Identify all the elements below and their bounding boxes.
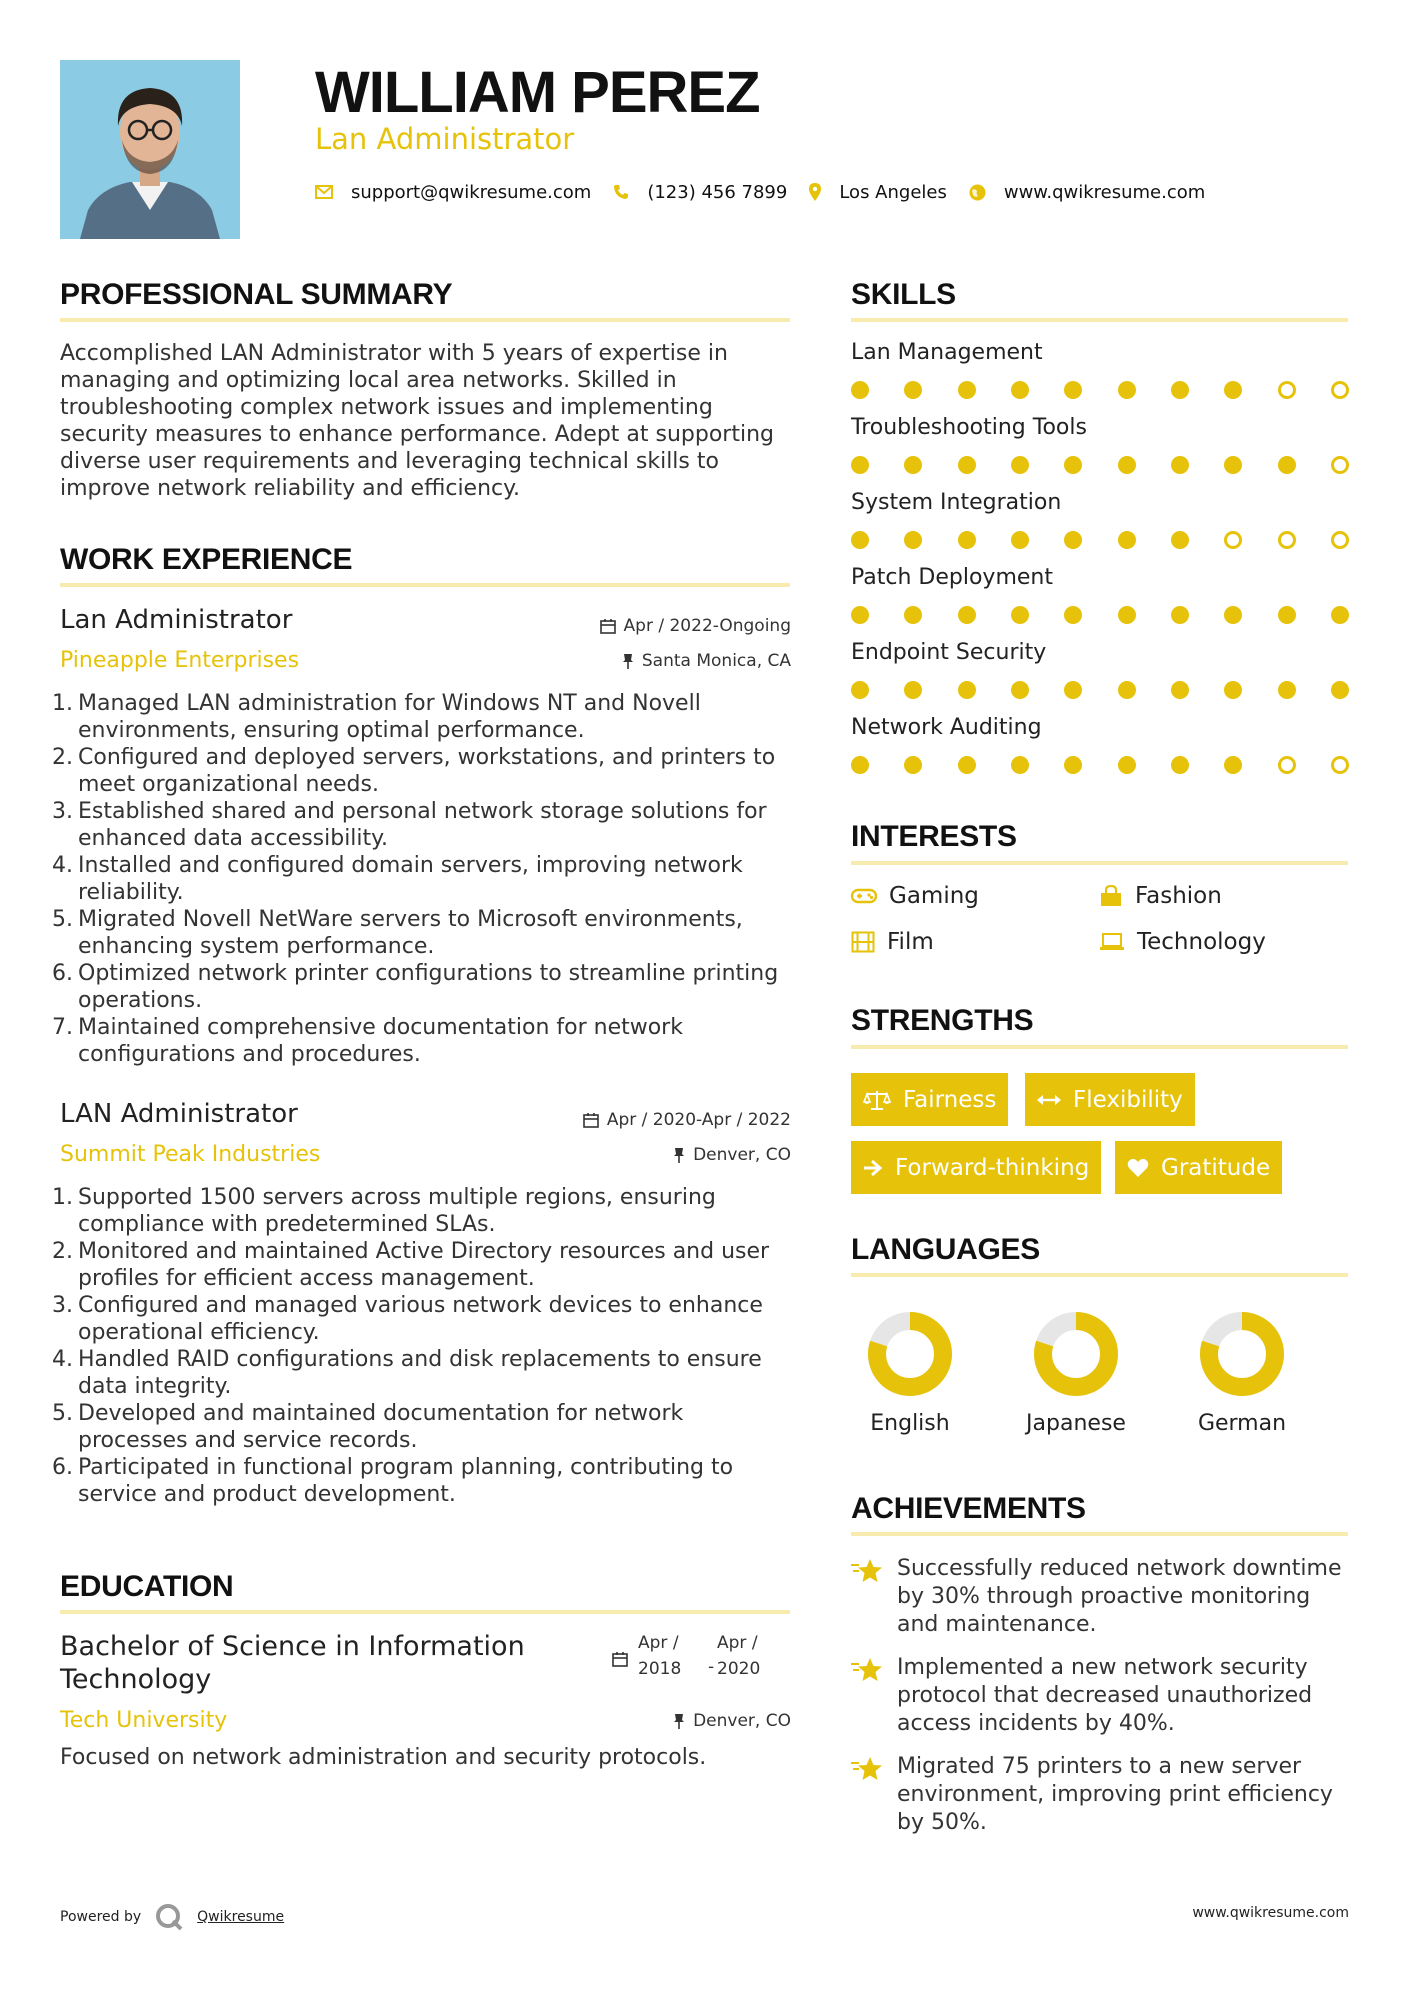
language-item — [845, 1311, 975, 1436]
job-title: LAN Administrator — [60, 1099, 298, 1129]
star-icon — [851, 1656, 883, 1684]
strength-label: Gratitude — [1161, 1154, 1271, 1181]
skill-dot-filled — [851, 456, 869, 474]
experience-heading: WORK EXPERIENCE — [60, 543, 353, 576]
contact-location — [809, 182, 947, 203]
language-level-donut — [1199, 1311, 1285, 1397]
strength-label: Fairness — [903, 1086, 997, 1113]
skill-dot-filled — [1278, 681, 1296, 699]
skill-dot-filled — [958, 681, 976, 699]
calendar-icon — [600, 618, 616, 634]
achievement-item — [851, 1555, 1351, 1639]
language-name: German — [1197, 1411, 1287, 1436]
skill-dot-filled — [1118, 681, 1136, 699]
gamepad-icon — [851, 887, 877, 905]
education-degree: Bachelor of Science in Information Technology — [60, 1631, 525, 1695]
skill-dot-filled — [904, 681, 922, 699]
skill-dot-filled — [1011, 756, 1029, 774]
skill-dot-empty — [1224, 531, 1242, 549]
list-item: 3. Configured and managed various network devices to enhance operational efficiency. — [52, 1293, 763, 1345]
interest-gaming — [851, 883, 979, 909]
globe-icon — [969, 184, 986, 201]
achievements-divider — [851, 1532, 1348, 1536]
job-location-text: Denver, CO — [693, 1145, 791, 1165]
skill-name: Network Auditing — [851, 715, 1042, 740]
language-level-donut — [1033, 1311, 1119, 1397]
map-marker-icon — [809, 183, 821, 201]
skill-name: Troubleshooting Tools — [851, 415, 1087, 440]
strength-label: Forward-thinking — [895, 1154, 1090, 1181]
job-date — [583, 1110, 791, 1130]
contact-email[interactable] — [315, 182, 591, 203]
skill-level-dots — [851, 531, 1349, 551]
skill-dot-filled — [1171, 456, 1189, 474]
skill-dot-filled — [1224, 456, 1242, 474]
calendar-icon — [583, 1112, 599, 1128]
summary-divider — [60, 318, 790, 322]
skill-dot-filled — [1118, 606, 1136, 624]
education-divider — [60, 1610, 790, 1614]
skill-dot-filled — [904, 456, 922, 474]
skill-dot-filled — [1224, 606, 1242, 624]
skill-dot-filled — [851, 531, 869, 549]
contact-website[interactable] — [969, 182, 1205, 203]
skill-level-dots — [851, 381, 1349, 401]
achievement-text: Migrated 75 printers to a new server environment, improving print efficiency by 50%. — [897, 1754, 1333, 1835]
arrow-right-icon — [863, 1159, 883, 1177]
pushpin-icon — [673, 1713, 685, 1729]
pushpin-icon — [622, 653, 634, 669]
skill-level-dots — [851, 456, 1349, 476]
languages-heading: LANGUAGES — [851, 1233, 1040, 1266]
skill-dot-filled — [958, 381, 976, 399]
job-date-text: Apr / 2020-Apr / 2022 — [606, 1110, 791, 1130]
job-bullets — [52, 690, 797, 1068]
skill-dot-filled — [1064, 606, 1082, 624]
skill-dot-filled — [958, 531, 976, 549]
achievement-text: Successfully reduced network downtime by 30% through proactive monitoring and maintenance. — [897, 1556, 1342, 1637]
skill-dot-empty — [1331, 756, 1349, 774]
candidate-name: WILLIAM PEREZ — [315, 60, 760, 125]
shopping-bag-icon — [1099, 885, 1123, 907]
contact-website-text: www.qwikresume.com — [1003, 181, 1206, 203]
skill-dot-filled — [1278, 456, 1296, 474]
language-item — [1011, 1311, 1141, 1436]
skill-dot-filled — [904, 756, 922, 774]
job-location — [673, 1145, 791, 1165]
star-icon — [851, 1755, 883, 1783]
contact-phone-text: (123) 456 7899 — [647, 181, 788, 203]
strength-tag-fairness — [851, 1073, 1008, 1126]
envelope-icon — [315, 185, 333, 199]
skill-dot-filled — [851, 681, 869, 699]
skill-name: Patch Deployment — [851, 565, 1053, 590]
job-company: Summit Peak Industries — [60, 1142, 321, 1167]
strengths-heading: STRENGTHS — [851, 1004, 1034, 1037]
qwikresume-link[interactable]: Qwikresume — [197, 1909, 285, 1925]
list-item: 6. Optimized network printer configurations to streamline printing operations. — [52, 961, 779, 1013]
skill-dot-filled — [851, 381, 869, 399]
skill-dot-filled — [1064, 681, 1082, 699]
language-level-donut — [867, 1311, 953, 1397]
skill-name: System Integration — [851, 490, 1062, 515]
skill-dot-filled — [958, 456, 976, 474]
list-item: 6. Participated in functional program planning, contributing to service and product development. — [52, 1455, 734, 1507]
skill-dot-filled — [1224, 381, 1242, 399]
skill-level-dots — [851, 756, 1349, 776]
skill-name: Lan Management — [851, 340, 1043, 365]
skill-dot-filled — [1171, 681, 1189, 699]
skill-dot-filled — [1171, 531, 1189, 549]
interest-film — [851, 929, 934, 955]
education-start-date: Apr / 2018 — [638, 1633, 682, 1679]
skill-name: Endpoint Security — [851, 640, 1047, 665]
strength-tag-forward-thinking — [851, 1141, 1101, 1194]
list-item: 1. Managed LAN administration for Windows NT and Novell environments, ensuring optimal performance. — [52, 691, 701, 743]
skill-dot-filled — [1331, 681, 1349, 699]
interest-label: Film — [887, 929, 934, 955]
list-item: 2. Configured and deployed servers, workstations, and printers to meet organizational needs. — [52, 745, 776, 797]
pushpin-icon — [673, 1147, 685, 1163]
laptop-icon — [1099, 932, 1125, 952]
job-company: Pineapple Enterprises — [60, 648, 300, 673]
list-item: 7. Maintained comprehensive documentation for network configurations and procedures. — [52, 1015, 683, 1067]
skill-dot-filled — [1118, 456, 1136, 474]
phone-icon — [613, 184, 629, 200]
skill-dot-filled — [904, 381, 922, 399]
list-item: 2. Monitored and maintained Active Directory resources and user profiles for efficient access management. — [52, 1239, 770, 1291]
job-location-text: Santa Monica, CA — [641, 651, 791, 671]
experience-divider — [60, 583, 790, 587]
strength-label: Flexibility — [1073, 1086, 1183, 1113]
skill-dot-filled — [1011, 606, 1029, 624]
interest-technology — [1099, 929, 1266, 955]
skill-dot-filled — [1064, 456, 1082, 474]
interests-heading: INTERESTS — [851, 820, 1017, 853]
skill-dot-filled — [1011, 381, 1029, 399]
powered-by-label: Powered by — [60, 1909, 142, 1925]
balance-scale-icon — [863, 1089, 891, 1111]
skill-dot-filled — [851, 606, 869, 624]
skill-dot-filled — [1331, 606, 1349, 624]
education-description: Focused on network administration and security protocols. — [60, 1745, 707, 1770]
skill-dot-filled — [1118, 531, 1136, 549]
strength-tag-gratitude — [1115, 1141, 1282, 1194]
film-icon — [851, 931, 875, 953]
skill-dot-filled — [1064, 756, 1082, 774]
skill-dot-empty — [1331, 381, 1349, 399]
skill-dot-filled — [1278, 606, 1296, 624]
skill-dot-filled — [958, 606, 976, 624]
achievement-text: Implemented a new network security protocol that decreased unauthorized access incidents by 40%. — [897, 1655, 1313, 1736]
job-title: Lan Administrator — [60, 605, 293, 635]
skill-dot-empty — [1331, 531, 1349, 549]
skill-dot-empty — [1278, 531, 1296, 549]
skill-dot-empty — [1331, 456, 1349, 474]
list-item: 3. Established shared and personal network storage solutions for enhanced data accessibility. — [52, 799, 767, 851]
list-item: 5. Migrated Novell NetWare servers to Microsoft environments, enhancing system performance. — [52, 907, 743, 959]
list-item: 5. Developed and maintained documentation for network processes and service records. — [52, 1401, 684, 1453]
skill-dot-filled — [1171, 606, 1189, 624]
skill-dot-filled — [1118, 381, 1136, 399]
skill-dot-filled — [1064, 531, 1082, 549]
calendar-icon — [612, 1651, 628, 1667]
language-name: English — [870, 1411, 950, 1436]
list-item: 4. Handled RAID configurations and disk replacements to ensure data integrity. — [52, 1347, 762, 1399]
skill-dot-filled — [1224, 756, 1242, 774]
skill-dot-filled — [851, 756, 869, 774]
interest-label: Technology — [1137, 929, 1266, 955]
skill-dot-filled — [904, 531, 922, 549]
language-item — [1177, 1311, 1307, 1436]
skill-dot-filled — [1118, 756, 1136, 774]
interest-label: Gaming — [889, 883, 979, 909]
contact-email-text: support@qwikresume.com — [351, 181, 592, 203]
language-name: Japanese — [1026, 1411, 1126, 1436]
skill-dot-filled — [958, 756, 976, 774]
skill-dot-filled — [1171, 756, 1189, 774]
date-separator: - — [708, 1657, 715, 1677]
skill-dot-filled — [1011, 456, 1029, 474]
list-item: 1. Supported 1500 servers across multiple regions, ensuring compliance with predetermined SLAs. — [52, 1185, 716, 1237]
skill-dot-filled — [904, 606, 922, 624]
achievement-item — [851, 1654, 1351, 1738]
skill-level-dots — [851, 681, 1349, 701]
skill-dot-filled — [1011, 531, 1029, 549]
job-bullets — [52, 1184, 797, 1508]
interest-fashion — [1099, 883, 1222, 909]
skills-divider — [851, 318, 1348, 322]
summary-heading: PROFESSIONAL SUMMARY — [60, 278, 453, 311]
strengths-divider — [851, 1045, 1348, 1049]
contact-bar — [315, 178, 1227, 206]
arrows-horizontal-icon — [1037, 1093, 1061, 1107]
star-icon — [851, 1557, 883, 1585]
skill-level-dots — [851, 606, 1349, 626]
candidate-role: Lan Administrator — [315, 122, 575, 156]
footer-website[interactable]: www.qwikresume.com — [1192, 1905, 1349, 1921]
achievements-heading: ACHIEVEMENTS — [851, 1492, 1086, 1525]
skill-dot-filled — [1011, 681, 1029, 699]
skill-dot-filled — [1064, 381, 1082, 399]
qwikresume-logo-icon — [155, 1903, 183, 1931]
interests-divider — [851, 861, 1348, 865]
languages-divider — [851, 1273, 1348, 1277]
summary-text: Accomplished LAN Administrator with 5 years of expertise in managing and optimizing local area networks. Skilled in troubleshooting complex network issues and implementing security measures to enhance performance. Adept at supporting diverse user requirements and leveraging technical skills to improve network reliability and efficiency. — [60, 341, 775, 501]
job-date-text: Apr / 2022-Ongoing — [623, 616, 791, 636]
skill-dot-filled — [1224, 681, 1242, 699]
job-date — [600, 616, 791, 636]
profile-photo — [60, 60, 240, 239]
contact-location-text: Los Angeles — [839, 181, 947, 203]
heart-icon — [1127, 1158, 1149, 1178]
contact-phone[interactable] — [613, 182, 787, 203]
interest-label: Fashion — [1135, 883, 1222, 909]
skills-heading: SKILLS — [851, 278, 956, 311]
job-location — [622, 651, 791, 671]
education-location-text: Denver, CO — [693, 1711, 791, 1731]
list-item: 4. Installed and configured domain servers, improving network reliability. — [52, 853, 743, 905]
skill-dot-empty — [1278, 381, 1296, 399]
education-location — [673, 1711, 791, 1731]
education-heading: EDUCATION — [60, 1570, 234, 1603]
strength-tag-flexibility — [1025, 1073, 1195, 1126]
achievement-item — [851, 1753, 1351, 1837]
education-school: Tech University — [60, 1708, 228, 1733]
skill-dot-filled — [1171, 381, 1189, 399]
education-end-date: Apr / 2020 — [717, 1633, 761, 1679]
footer-powered-by — [60, 1903, 284, 1931]
skill-dot-empty — [1278, 756, 1296, 774]
